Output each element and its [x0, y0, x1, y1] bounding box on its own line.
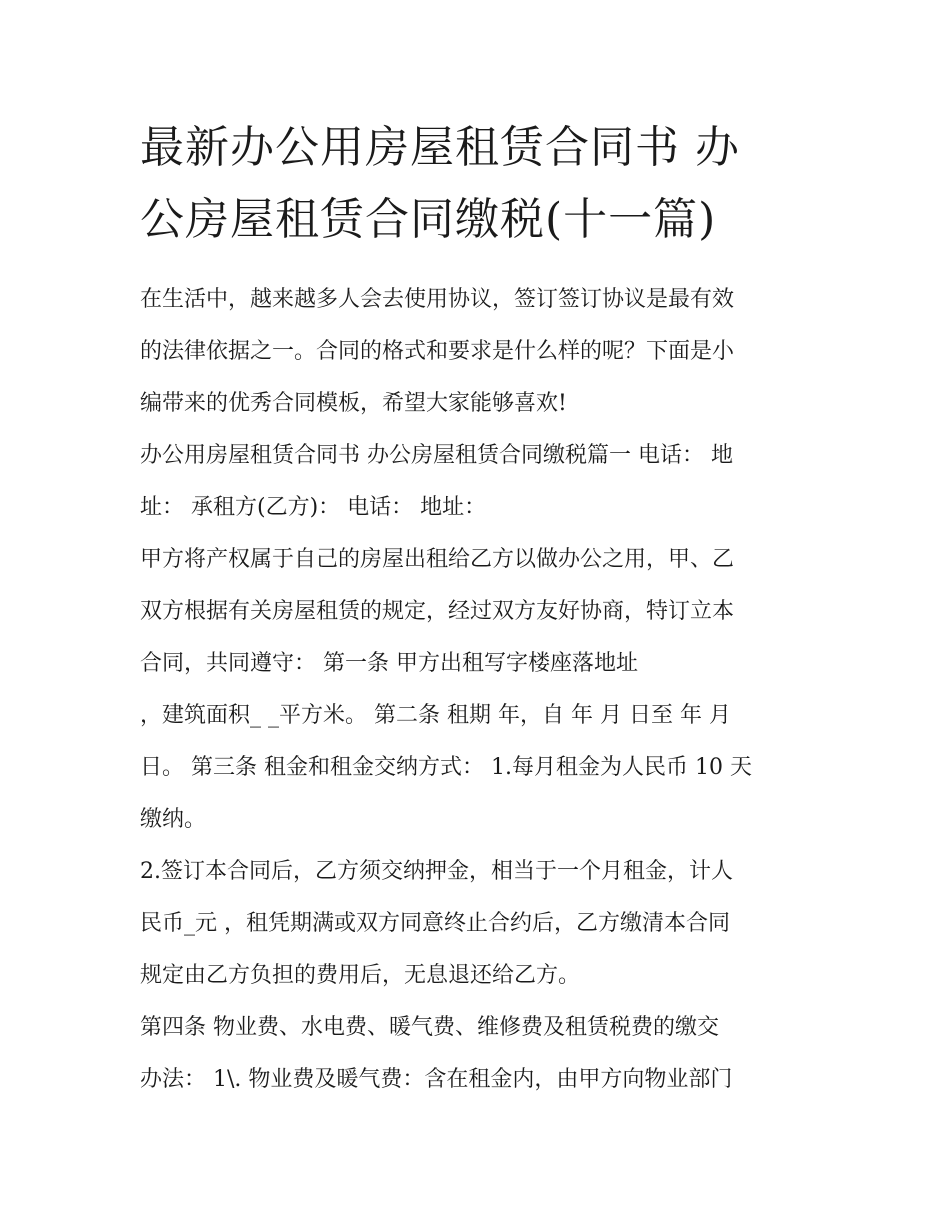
body-line: 的法律依据之一。合同的格式和要求是什么样的呢？下面是小 — [140, 339, 735, 364]
body-line: 编带来的优秀合同模板，希望大家能够喜欢! — [140, 391, 567, 416]
title-line: 最新办公用房屋租赁合同书 办 — [140, 122, 740, 173]
document-title — [140, 112, 805, 256]
body-line: 址： 承租方(乙方)： 电话： 地址： — [140, 495, 487, 520]
body-line: 规定由乙方负担的费用后，无息退还给乙方。 — [140, 963, 581, 988]
body-line: 办公用房屋租赁合同书 办公房屋租赁合同缴税篇一 电话： 地 — [140, 443, 733, 468]
document-body — [140, 274, 805, 1106]
body-line: 日。 第三条 租金和租金交纳方式： 1.每月租金为人民币 10 天 — [140, 755, 752, 780]
document-page — [140, 112, 805, 1106]
body-line: 办法： 1\. 物业费及暖气费：含在租金内，由甲方向物业部门 — [140, 1067, 733, 1092]
body-line: 缴纳。 — [140, 807, 207, 832]
body-line: 甲方将产权属于自己的房屋出租给乙方以做办公之用，甲、乙 — [140, 547, 735, 572]
body-line: 合同，共同遵守： 第一条 甲方出租写字楼座落地址 — [140, 651, 638, 676]
body-line: 民币_元 ，租凭期满或双方同意终止合约后，乙方缴清本合同 — [140, 911, 730, 936]
body-line: 双方根据有关房屋租赁的规定，经过双方友好协商，特订立本 — [140, 599, 735, 624]
body-line: 在生活中，越来越多人会去使用协议，签订签订协议是最有效 — [140, 287, 735, 312]
title-line: 公房屋租赁合同缴税(十一篇) — [140, 194, 717, 245]
body-line: ，建筑面积_ _平方米。 第二条 租期 年，自 年 月 日至 年 月 — [140, 703, 731, 728]
body-line: 第四条 物业费、水电费、暖气费、维修费及租赁税费的缴交 — [140, 1015, 719, 1040]
body-line: 2.签订本合同后，乙方须交纳押金，相当于一个月租金，计人 — [140, 859, 733, 884]
